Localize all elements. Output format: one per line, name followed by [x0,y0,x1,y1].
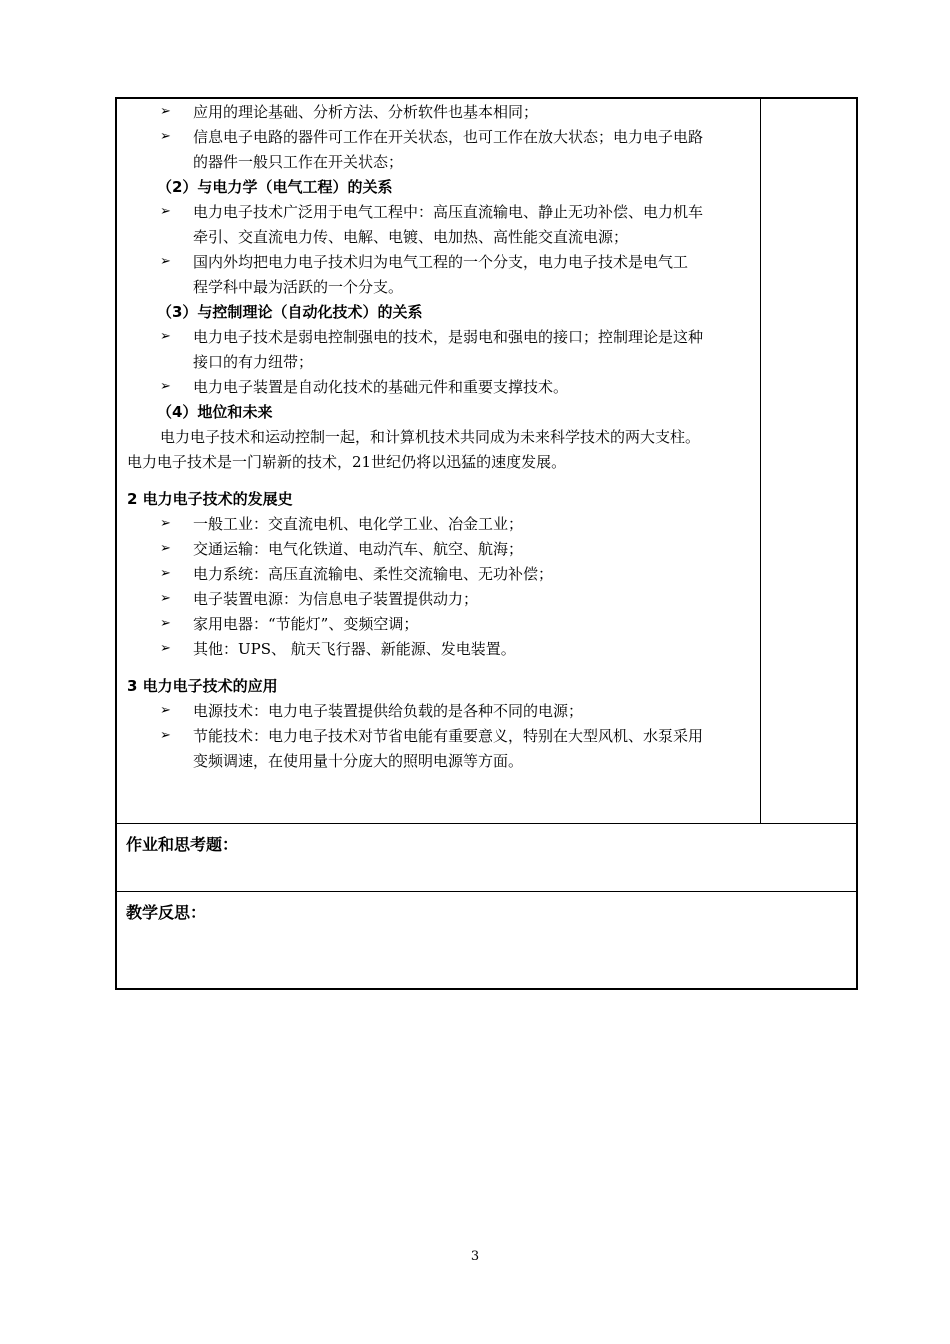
bullet-text: 信息电子电路的器件可工作在开关状态，也可工作在放大状态；电力电子电路 [193,128,704,146]
bullet-text: 交通运输：电气化铁道、电动汽车、航空、航海； [193,540,524,558]
bullet-icon: ➢ [160,591,171,606]
bullet-text-continued: 程学科中最为活跃的一个分支。 [193,278,404,296]
page-number: 3 [470,1249,480,1264]
bullet-icon: ➢ [160,641,171,656]
bullet-icon: ➢ [160,703,171,718]
paragraph-line: 电力电子技术和运动控制一起，和计算机技术共同成为未来科学技术的两大支柱。 [160,428,701,446]
bullet-icon: ➢ [160,254,171,269]
bullet-text: 电力电子技术是弱电控制强电的技术，是弱电和强电的接口；控制理论是这种 [193,328,704,346]
bullet-icon: ➢ [160,616,171,631]
homework-row [117,823,856,891]
subsection-heading: （4）地位和未来 [157,403,273,421]
bullet-icon: ➢ [160,379,171,394]
bullet-icon: ➢ [160,728,171,743]
bullet-text: 电源技术：电力电子装置提供给负载的是各种不同的电源； [193,702,584,720]
bullet-text: 一般工业：交直流电机、电化学工业、冶金工业； [193,515,524,533]
subsection-heading: （2）与电力学（电气工程）的关系 [157,178,393,196]
lesson-content-cell [117,99,761,823]
bullet-text: 其他：UPS、 航天飞行器、新能源、发电装置。 [193,640,516,658]
bullet-text-continued: 牵引、交直流电力传、电解、电镀、电加热、高性能交直流电源； [193,228,629,246]
bullet-text: 电子装置电源：为信息电子装置提供动力； [193,590,479,608]
bullet-text: 电力系统：高压直流输电、柔性交流输电、无功补偿； [193,565,554,583]
bullet-text-continued: 接口的有力纽带； [193,353,314,371]
notes-cell [761,99,856,823]
bullet-text: 电力电子装置是自动化技术的基础元件和重要支撑技术。 [193,378,569,396]
bullet-icon: ➢ [160,516,171,531]
bullet-text: 国内外均把电力电子技术归为电气工程的一个分支，电力电子技术是电气工 [193,253,689,271]
bullet-text: 应用的理论基础、分析方法、分析软件也基本相同； [193,103,539,121]
lesson-table [115,97,858,990]
bullet-text: 家用电器：“节能灯”、变频空调； [193,615,419,633]
subsection-heading: （3）与控制理论（自动化技术）的关系 [157,303,423,321]
bullet-icon: ➢ [160,566,171,581]
paragraph-line: 电力电子技术是一门崭新的技术，21世纪仍将以迅猛的速度发展。 [127,453,567,471]
bullet-text: 节能技术：电力电子技术对节省电能有重要意义，特别在大型风机、水泵采用 [193,727,704,745]
bullet-text-continued: 的器件一般只工作在开关状态； [193,153,404,171]
section-heading: 2 电力电子技术的发展史 [127,490,293,508]
homework-label: 作业和思考题： [126,835,239,854]
bullet-icon: ➢ [160,329,171,344]
reflection-row [117,891,856,988]
bullet-icon: ➢ [160,104,171,119]
bullet-icon: ➢ [160,129,171,144]
section-heading: 3 电力电子技术的应用 [127,677,278,695]
bullet-icon: ➢ [160,204,171,219]
bullet-icon: ➢ [160,541,171,556]
bullet-text: 电力电子技术广泛用于电气工程中：高压直流输电、静止无功补偿、电力机车 [193,203,704,221]
reflection-label: 教学反思： [126,903,207,922]
bullet-text-continued: 变频调速，在使用量十分庞大的照明电源等方面。 [193,752,524,770]
